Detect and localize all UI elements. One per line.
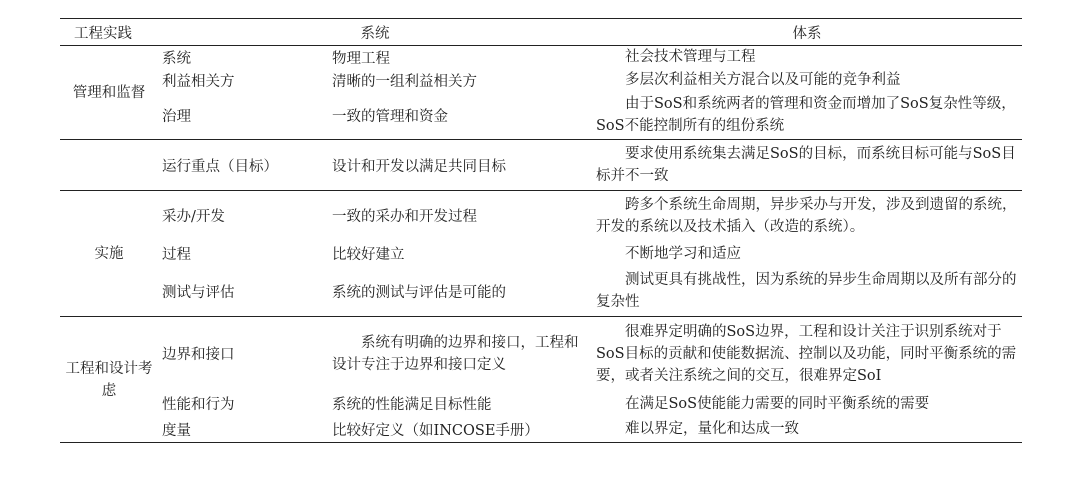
system-cell: 比较好建立 — [332, 247, 405, 263]
sos-cell: 测试更具有挑战性，因为系统的异步生命周期以及所有部分的复杂性 — [592, 267, 1022, 317]
aspect-cell: 利益相关方 — [162, 73, 235, 90]
table-row — [60, 140, 1022, 191]
table-row — [60, 317, 1022, 391]
comparison-table — [60, 18, 1022, 443]
header-practice: 工程实践 — [60, 19, 158, 46]
group-label — [60, 140, 158, 191]
aspect-cell: 性能和行为 — [162, 397, 235, 413]
header-sos: 体系 — [592, 19, 1022, 46]
system-cell: 一致的管理和资金 — [328, 92, 592, 140]
sos-cell: 在满足SoS使能能力需要的同时平衡系统的需要 — [625, 395, 930, 412]
system-cell: 清晰的一组利益相关方 — [332, 73, 477, 90]
table-row — [60, 417, 1022, 443]
sos-cell: 很难界定明确的SoS边界，工程和设计关注于识别系统对于SoS目标的贡献和使能数据流、控制以及功能，同时平衡系统的需要，或者关注系统之间的交互，很难界定SoI — [596, 323, 1017, 384]
sos-cell: 要求使用系统集去满足SoS的目标，而系统目标可能与SoS目标并不一致 — [592, 140, 1022, 191]
sos-cell: 社会技术管理与工程 — [625, 49, 756, 66]
section-management — [60, 46, 1022, 140]
aspect-cell: 治理 — [158, 92, 328, 140]
table-header-row — [60, 19, 1022, 46]
system-cell: 设计和开发以满足共同目标 — [328, 140, 592, 191]
system-cell: 物理工程 — [332, 50, 390, 67]
sos-cell: 多层次利益相关方混合以及可能的竞争利益 — [625, 72, 901, 88]
sos-cell: 难以界定，量化和达成一致 — [592, 417, 1022, 443]
section-engineering-design — [60, 317, 1022, 443]
system-cell: 比较好定义（如INCOSE手册） — [328, 417, 592, 443]
sos-cell: 不断地学习和适应 — [625, 245, 741, 262]
group-label: 管理和监督 — [60, 46, 158, 140]
system-cell: 系统有明确的边界和接口，工程和设计专注于边界和接口定义 — [332, 334, 579, 373]
table-row — [60, 69, 1022, 92]
section-implementation — [60, 191, 1022, 317]
aspect-cell: 采办/开发 — [162, 209, 225, 226]
section-operational-focus — [60, 140, 1022, 191]
aspect-cell: 过程 — [162, 247, 191, 263]
aspect-cell: 运行重点（目标） — [158, 140, 328, 191]
table-row — [60, 46, 1022, 69]
aspect-cell: 系统 — [162, 50, 191, 67]
table-row — [60, 267, 1022, 317]
aspect-cell: 度量 — [158, 417, 328, 443]
table-row — [60, 92, 1022, 140]
aspect-cell: 边界和接口 — [162, 347, 235, 364]
sos-cell: 由于SoS和系统两者的管理和资金而增加了SoS复杂性等级，SoS不能控制所有的组份系统 — [592, 92, 1022, 140]
system-cell: 一致的采办和开发过程 — [332, 209, 477, 226]
system-cell: 系统的性能满足目标性能 — [332, 397, 492, 413]
sos-cell: 跨多个系统生命周期，异步采办与开发，涉及到遗留的系统，开发的系统以及技术插入（改造的系统）。 — [596, 196, 1017, 235]
aspect-cell: 测试与评估 — [158, 267, 328, 317]
table-row — [60, 191, 1022, 241]
group-label: 工程和设计考虑 — [60, 317, 158, 443]
header-system: 系统 — [158, 19, 592, 46]
system-cell: 系统的测试与评估是可能的 — [328, 267, 592, 317]
table-row — [60, 241, 1022, 267]
table-row — [60, 391, 1022, 417]
group-label: 实施 — [60, 191, 158, 317]
